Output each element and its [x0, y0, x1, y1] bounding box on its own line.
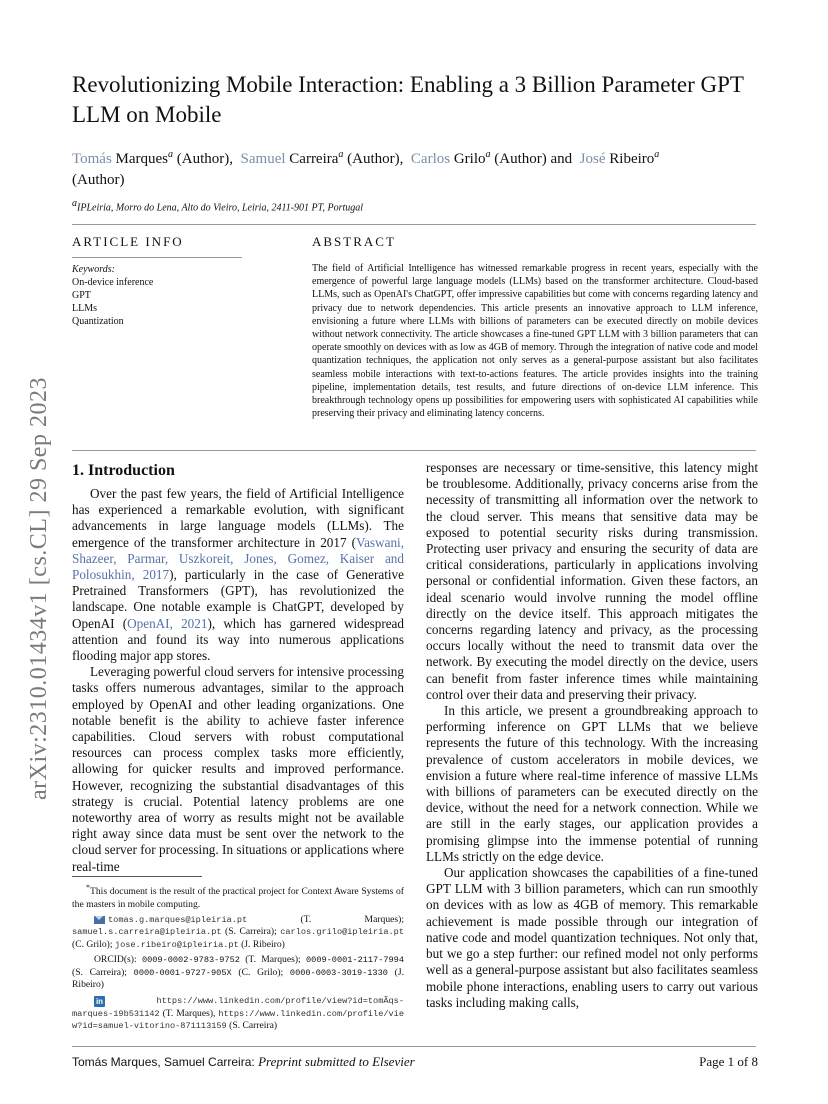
paragraph: In this article, we present a groundbreaking approach to performing inference on GPT LLMs that we believe represents the future of this technology. With the increasing prevalence of custom accelerators in mobile devices, we envision a future where real-time inference of massive LLMs with billions of parameters can be executed directly on the device, without the need for a network connection. While we are still in the early stages, our application provides a promising glimpse into the immense potential of running LLMs strictly on the edge device. [426, 703, 758, 864]
orcid-id[interactable]: 0000-0001-9727-905X [133, 967, 232, 978]
author-list [72, 144, 762, 191]
abstract-text: The field of Artificial Intelligence has witnessed remarkable progress in recent years, especially with the emergence of powerful large language models (LLMs) based on the transformer architecture. Cloud-based LLMs, such as OpenAI's ChatGPT, offer impressive capabilities but come with concerns regarding latency and privacy due to network dependencies. This article presents an innovative approach to LLM inference, envisioning a future where LLMs with billions of parameters can be executed directly on mobile devices without network connectivity. The article showcases a fine-tuned GPT LLM with 3 billion parameters that can operate smoothly on devices with as low as 4GB of memory. Through the integration of native code and model quantization techniques, the application not only serves as a general-purpose assistant but also facilitates seamless mobile interactions with text-to-actions features. The article provides insights into the training pipeline, implementation details, test results, and future directions of on-device LLM inference. This breakthrough technology opens up possibilities for empowering users with sophisticated AI capabilities while preserving their privacy and eliminating latency concerns. [312, 263, 758, 420]
author[interactable]: Samuel Carreira$^a$ (Author), [240, 149, 404, 167]
email-link[interactable]: carlos.grilo@ipleiria.pt [280, 927, 404, 938]
paragraph: Over the past few years, the field of Artificial Intelligence has experienced a remarkable evolution, with significant advancements in large language models (LLMs). The emergence of the transformer architecture in 2017 (Vaswani, Shazeer, Parmar, Uszkoreit, Jones, Gomez, Kaiser and Polosukhin, 2017), particularly in the case of Generative Pretrained Transformers (GPT), has revolutionized the landscape. One notable example is ChatGPT, developed by OpenAI (OpenAI, 2021), which has garnered widespread attention and found its way into numerous applications flooding major app stores. [72, 486, 405, 664]
arxiv-stamp-text: arXiv:2310.01434v1 [cs.CL] 29 Sep 2023 [26, 377, 52, 800]
right-column [426, 460, 758, 1011]
email-link[interactable]: tomas.g.marques@ipleiria.pt [108, 915, 248, 925]
author[interactable]: Carlos Grilo$^a$ (Author) and [410, 149, 573, 167]
paper-title: Revolutionizing Mobile Interaction: Enabling a 3 Billion Parameter GPT LLM on Mobile [72, 72, 744, 127]
orcid-id[interactable]: 0009-0002-9783-9752 [141, 955, 240, 966]
orcid-id[interactable]: 0009-0001-2117-7994 [306, 955, 404, 966]
orcid-id[interactable]: 0000-0003-3019-1330 [289, 967, 388, 978]
linkedin-link[interactable]: https://www.linkedin.com/profile/view?id=samuel-vitorino-871113159 [72, 1008, 404, 1032]
arxiv-stamp [20, 300, 50, 800]
footnote-orcids: ORCID(s): 0009-0002-9783-9752 (T. Marques); 0009-0001-2117-7994 (S. Carreira); 0000-0001-9727-905X (C. Grilo); 0000-0003-3019-1330 (J. Ribeiro) [72, 954, 404, 991]
author[interactable]: José Ribeiro$^a$ (Author) [72, 149, 660, 188]
footer-authors: Tomás Marques, Samuel Carreira: Preprint submitted to Elsevier [72, 1054, 415, 1069]
mail-icon [94, 916, 105, 924]
article-info-heading: ARTICLE INFO [72, 234, 184, 249]
abstract-heading: ABSTRACT [312, 234, 396, 249]
divider [72, 257, 242, 258]
keywords-block [72, 263, 242, 328]
linkedin-link[interactable]: https://www.linkedin.com/profile/view?id=tomÃqs-marques-19b531142 [72, 996, 404, 1019]
email-link[interactable]: jose.ribeiro@ipleiria.pt [114, 939, 239, 950]
page-number: Page 1 of 8 [699, 1054, 758, 1069]
author[interactable]: Tomás Marques$^a$ (Author), [72, 149, 234, 167]
footnote-emails: tomas.g.marques@ipleiria.pt (T. Marques); samuel.s.carreira@ipleiria.pt (S. Carreira); carlos.grilo@ipleiria.pt (C. Grilo); jose.ribeiro@ipleiria.pt (J. Ribeiro) [72, 914, 404, 950]
divider [72, 224, 756, 225]
linkedin-icon: in [95, 996, 104, 1006]
keyword: LLMs [72, 303, 97, 314]
left-column [72, 486, 404, 875]
keyword: Quantization [72, 316, 124, 327]
paragraph: Leveraging powerful cloud servers for intensive processing tasks offers numerous advantages, similar to the approach employed by OpenAI and other leading organizations. One notable benefit is the ability to achieve faster inference capabilities. Cloud servers with robust computational resources can process complex tasks more efficiently, allowing for quicker results and improved performance. However, recognizing the substantial disadvantages of this strategy is crucial. Potential latency problems are one noteworthy area of worry as results might not be available right away since data must be sent over the network to the cloud server for processing. In situations or applications where real-time [72, 664, 404, 874]
paragraph: Our application showcases the capabilities of a fine-tuned GPT LLM with 3 billion parameters, which can run smoothly on devices with as low as 4GB of memory. This remarkable achievement is made possible through our integration of native code and model quantization techniques. Not only that, but we go a step further: our refined model not only performs well as a general-purpose assistant but also facilitates seamless mobile phone interactions, enabling users to carry out various tasks including making calls, [426, 865, 758, 1010]
affiliation: aIPLeiria, Morro do Lena, Alto do Vieiro, Leiria, 2411-901 PT, Portugal [72, 198, 364, 214]
paragraph: responses are necessary or time-sensitive, this latency might be troublesome. Additionally, privacy concerns arise from the necessity of transmitting all information over the network to the cloud server. This means that sensitive data may be exposed to potential security risks during transmission. Protecting user privacy and ensuring the security of data are critical considerations, particularly in applications involving personal or confidential information. Given these factors, an ideal scenario would involve running the model offline directly on the device itself. This approach mitigates the concerns regarding latency and privacy, as the processing occurs locally without the need to transmit data over the network. By executing the model directly on the device, users can benefit from faster inference times while maintaining control over their data and preserving their privacy. [426, 460, 758, 702]
divider [72, 450, 756, 451]
footnotes [72, 882, 404, 1033]
footnote-note: *This document is the result of the practical project for Context Aware Systems of the masters in mobile computing. [72, 883, 404, 910]
footer-divider [72, 1046, 756, 1047]
email-link[interactable]: samuel.s.carreira@ipleiria.pt [72, 927, 222, 938]
keywords-label: Keywords: [72, 264, 115, 275]
section-heading: 1. Introduction [72, 462, 175, 479]
footnote-linkedin: in https://www.linkedin.com/profile/view?id=tomÃqs-marques-19b531142 (T. Marques), https://www.linkedin.com/profile/view?id=samuel-vitorino-871113159 (S. Carreira) [72, 996, 404, 1032]
keyword: GPT [72, 290, 91, 301]
keyword: On-device inference [72, 277, 154, 288]
citation-link[interactable]: OpenAI, 2021 [127, 615, 208, 631]
footnote-divider [72, 876, 202, 877]
citation-link[interactable]: Vaswani, Shazeer, Parmar, Uszkoreit, Jones, Gomez, Kaiser and Polosukhin, 2017 [72, 534, 404, 583]
